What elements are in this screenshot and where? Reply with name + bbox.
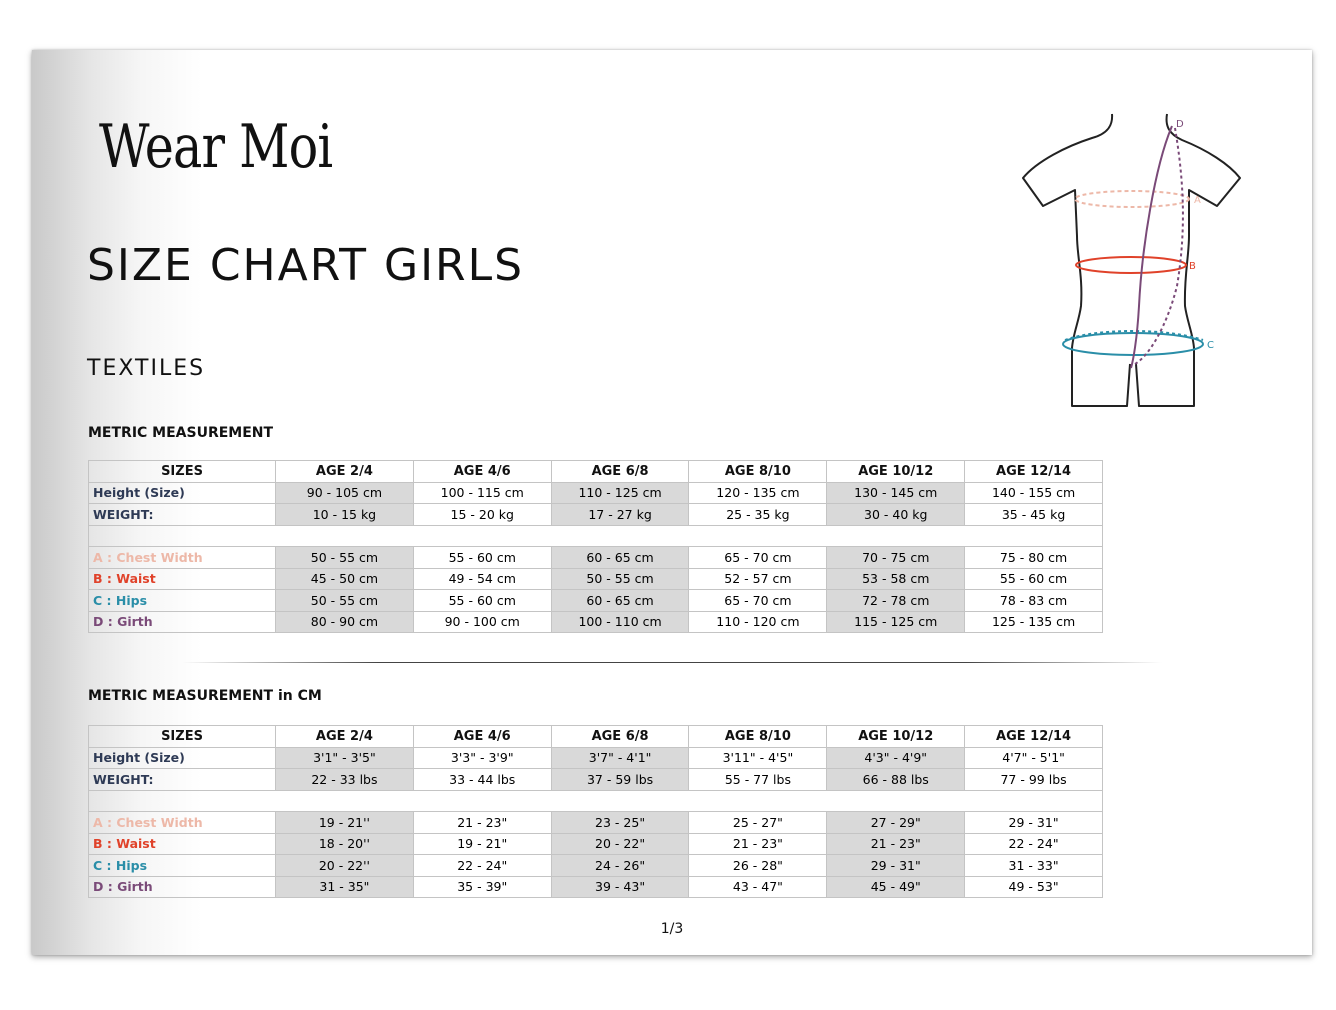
row-label: B : Waist xyxy=(89,833,276,855)
table-row xyxy=(89,482,1103,504)
table-row xyxy=(89,611,1103,633)
page-title: SIZE CHART GIRLS xyxy=(87,240,525,291)
table-cell: 20 - 22'' xyxy=(276,855,414,877)
table-cell: 3'1" - 3'5" xyxy=(276,747,414,769)
table-cell: 90 - 100 cm xyxy=(413,611,551,633)
table-cell: 90 - 105 cm xyxy=(276,482,414,504)
section-divider xyxy=(182,662,1162,663)
table-row xyxy=(89,568,1103,590)
table-cell: 65 - 70 cm xyxy=(689,547,827,569)
table-cell: 110 - 120 cm xyxy=(689,611,827,633)
table-cell: 25 - 27" xyxy=(689,812,827,834)
table-cell: 22 - 24" xyxy=(413,855,551,877)
table-cell: 77 - 99 lbs xyxy=(965,769,1103,791)
row-label: C : Hips xyxy=(89,590,276,612)
chest-measure-line xyxy=(1075,191,1189,207)
table-cell: 125 - 135 cm xyxy=(965,611,1103,633)
table-cell: 43 - 47" xyxy=(689,876,827,898)
table-cell: 21 - 23" xyxy=(689,833,827,855)
table-cell: 24 - 26" xyxy=(551,855,689,877)
header-cell: AGE 4/6 xyxy=(413,461,551,483)
table-cell: 50 - 55 cm xyxy=(276,547,414,569)
row-label: C : Hips xyxy=(89,855,276,877)
table-cell: 55 - 77 lbs xyxy=(689,769,827,791)
table-cell: 78 - 83 cm xyxy=(965,590,1103,612)
size-table-metric xyxy=(88,460,1103,633)
table-cell: 3'7" - 4'1" xyxy=(551,747,689,769)
table-row xyxy=(89,876,1103,898)
table-cell: 50 - 55 cm xyxy=(551,568,689,590)
table-cell: 22 - 33 lbs xyxy=(276,769,414,791)
table-cell: 100 - 115 cm xyxy=(413,482,551,504)
garment-outline-right xyxy=(1136,114,1240,406)
table-cell: 18 - 20'' xyxy=(276,833,414,855)
table-cell: 66 - 88 lbs xyxy=(827,769,965,791)
label-c: C xyxy=(1207,340,1214,351)
header-cell: AGE 12/14 xyxy=(965,461,1103,483)
table-cell: 4'3" - 4'9" xyxy=(827,747,965,769)
table-cell: 115 - 125 cm xyxy=(827,611,965,633)
label-b: B xyxy=(1189,261,1196,272)
table-cell: 37 - 59 lbs xyxy=(551,769,689,791)
table-cell: 49 - 54 cm xyxy=(413,568,551,590)
table-cell: 10 - 15 kg xyxy=(276,504,414,526)
row-label: D : Girth xyxy=(89,876,276,898)
table-cell: 55 - 60 cm xyxy=(413,590,551,612)
table-cell: 140 - 155 cm xyxy=(965,482,1103,504)
table-cell: 21 - 23" xyxy=(413,812,551,834)
table-cell: 3'11" - 4'5" xyxy=(689,747,827,769)
table-cell: 31 - 35" xyxy=(276,876,414,898)
spacer-row xyxy=(89,525,1103,547)
table-cell: 19 - 21" xyxy=(413,833,551,855)
table-cell: 29 - 31" xyxy=(965,812,1103,834)
table-cell: 31 - 33" xyxy=(965,855,1103,877)
table-row xyxy=(89,833,1103,855)
label-a: A xyxy=(1194,195,1201,206)
table-cell: 15 - 20 kg xyxy=(413,504,551,526)
row-label: A : Chest Width xyxy=(89,812,276,834)
row-label: Height (Size) xyxy=(89,747,276,769)
header-cell: AGE 12/14 xyxy=(965,726,1103,748)
row-label: WEIGHT: xyxy=(89,769,276,791)
page-subtitle: TEXTILES xyxy=(87,356,206,381)
table-row xyxy=(89,547,1103,569)
table-cell: 45 - 49" xyxy=(827,876,965,898)
table-cell: 20 - 22" xyxy=(551,833,689,855)
table-cell: 4'7" - 5'1" xyxy=(965,747,1103,769)
size-table-imperial xyxy=(88,725,1103,898)
table-header-row xyxy=(89,726,1103,748)
table-row xyxy=(89,747,1103,769)
header-cell: AGE 4/6 xyxy=(413,726,551,748)
header-cell: SIZES xyxy=(89,461,276,483)
table-cell: 23 - 25" xyxy=(551,812,689,834)
table1-heading: METRIC MEASUREMENT xyxy=(88,425,274,441)
spacer-cell xyxy=(89,525,1103,547)
document-page xyxy=(32,50,1312,955)
header-cell: AGE 8/10 xyxy=(689,461,827,483)
hips-measure-line xyxy=(1063,333,1203,355)
waist-measure-line xyxy=(1076,257,1186,273)
table-row xyxy=(89,504,1103,526)
header-cell: AGE 6/8 xyxy=(551,726,689,748)
table2-heading: METRIC MEASUREMENT in CM xyxy=(88,688,322,704)
row-label: WEIGHT: xyxy=(89,504,276,526)
table-cell: 60 - 65 cm xyxy=(551,547,689,569)
table-cell: 26 - 28" xyxy=(689,855,827,877)
table-cell: 33 - 44 lbs xyxy=(413,769,551,791)
table-cell: 75 - 80 cm xyxy=(965,547,1103,569)
table-cell: 53 - 58 cm xyxy=(827,568,965,590)
table-row xyxy=(89,590,1103,612)
table-cell: 25 - 35 kg xyxy=(689,504,827,526)
table-cell: 45 - 50 cm xyxy=(276,568,414,590)
table-cell: 35 - 45 kg xyxy=(965,504,1103,526)
header-cell: AGE 10/12 xyxy=(827,726,965,748)
table-cell: 65 - 70 cm xyxy=(689,590,827,612)
header-cell: AGE 2/4 xyxy=(276,726,414,748)
spacer-cell xyxy=(89,790,1103,812)
table-cell: 110 - 125 cm xyxy=(551,482,689,504)
label-d: D xyxy=(1176,119,1184,130)
table-cell: 22 - 24" xyxy=(965,833,1103,855)
header-cell: AGE 2/4 xyxy=(276,461,414,483)
table-cell: 100 - 110 cm xyxy=(551,611,689,633)
table-cell: 55 - 60 cm xyxy=(413,547,551,569)
table-cell: 49 - 53" xyxy=(965,876,1103,898)
table-cell: 21 - 23" xyxy=(827,833,965,855)
table-header-row xyxy=(89,461,1103,483)
girth-measure-line xyxy=(1131,126,1172,368)
header-cell: AGE 10/12 xyxy=(827,461,965,483)
row-label: B : Waist xyxy=(89,568,276,590)
table-cell: 19 - 21'' xyxy=(276,812,414,834)
brand-logo: Wear Moi xyxy=(99,112,333,182)
table-cell: 29 - 31" xyxy=(827,855,965,877)
table-cell: 35 - 39" xyxy=(413,876,551,898)
table-cell: 30 - 40 kg xyxy=(827,504,965,526)
row-label: D : Girth xyxy=(89,611,276,633)
table-row xyxy=(89,855,1103,877)
garment-outline-left xyxy=(1023,114,1130,406)
spacer-row xyxy=(89,790,1103,812)
table-row xyxy=(89,812,1103,834)
page-number: 1/3 xyxy=(660,921,684,937)
header-cell: AGE 8/10 xyxy=(689,726,827,748)
row-label: A : Chest Width xyxy=(89,547,276,569)
header-cell: SIZES xyxy=(89,726,276,748)
table-cell: 60 - 65 cm xyxy=(551,590,689,612)
table-cell: 55 - 60 cm xyxy=(965,568,1103,590)
header-cell: AGE 6/8 xyxy=(551,461,689,483)
table-cell: 130 - 145 cm xyxy=(827,482,965,504)
table-cell: 72 - 78 cm xyxy=(827,590,965,612)
table-cell: 39 - 43" xyxy=(551,876,689,898)
table-cell: 120 - 135 cm xyxy=(689,482,827,504)
table-cell: 70 - 75 cm xyxy=(827,547,965,569)
table-row xyxy=(89,769,1103,791)
body-measurement-figure xyxy=(1017,106,1257,416)
table-cell: 52 - 57 cm xyxy=(689,568,827,590)
table-cell: 27 - 29" xyxy=(827,812,965,834)
table-cell: 3'3" - 3'9" xyxy=(413,747,551,769)
table-cell: 80 - 90 cm xyxy=(276,611,414,633)
table-cell: 50 - 55 cm xyxy=(276,590,414,612)
row-label: Height (Size) xyxy=(89,482,276,504)
table-cell: 17 - 27 kg xyxy=(551,504,689,526)
